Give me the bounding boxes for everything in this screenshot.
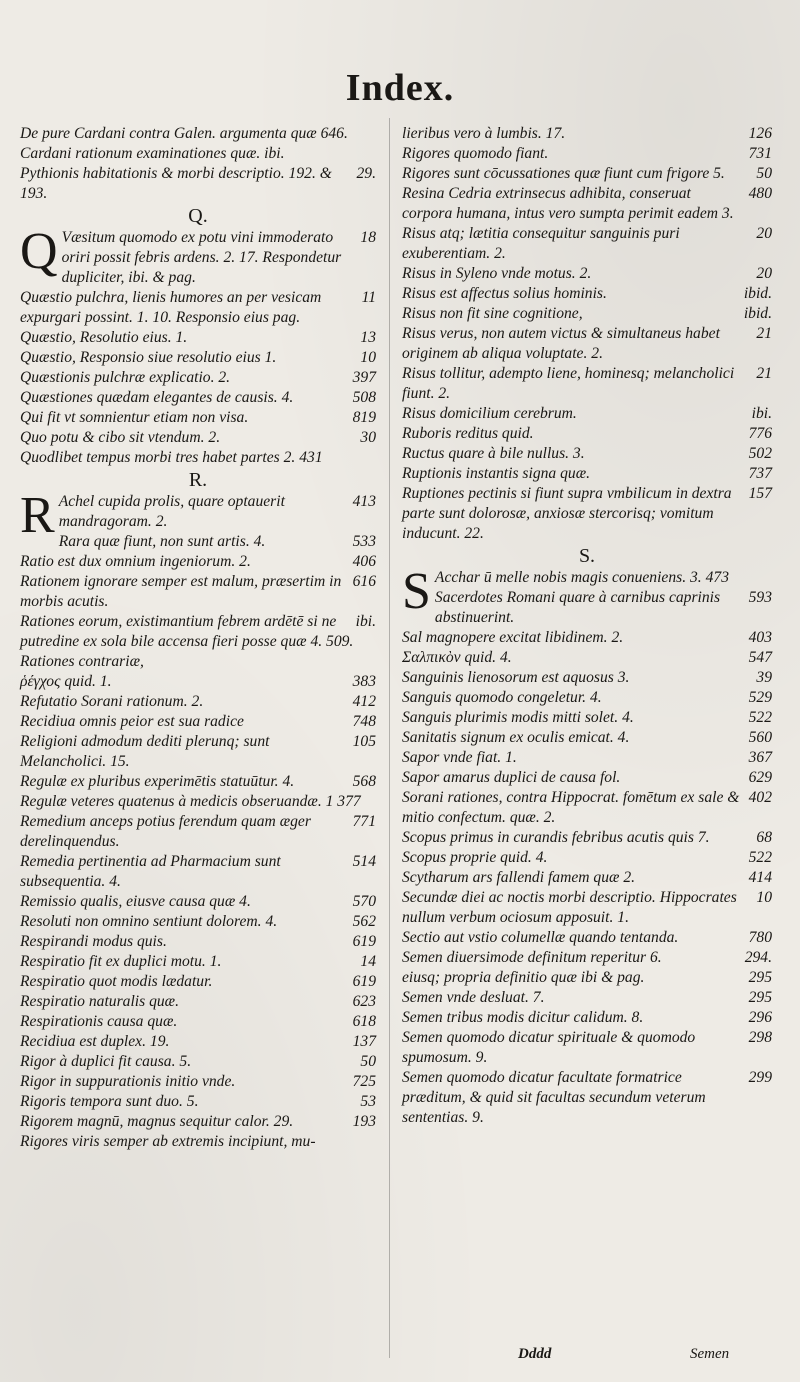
index-entry	[402, 648, 772, 668]
index-entry	[20, 972, 376, 992]
index-entry	[402, 144, 772, 164]
entry-text: Quodlibet tempus morbi tres habet partes 2. 431	[20, 449, 323, 466]
entry-page-number: 105	[352, 733, 376, 750]
index-entry	[402, 748, 772, 768]
index-entry	[402, 848, 772, 868]
entry-page-number: 619	[352, 933, 376, 950]
entry-text: De pure Cardani contra Galen. argumenta quæ 646. Cardani rationum examinationes quæ. ibi.	[20, 125, 348, 162]
index-entry	[20, 408, 376, 428]
entry-page-number: 53	[360, 1093, 376, 1110]
entry-text: Quæstio pulchra, lienis humores an per vesicam expurgari possint. 1. 10. Responsio eius pag.	[20, 289, 322, 326]
index-entry	[20, 348, 376, 368]
entry-text: Scopus primus in curandis febribus acutis quis 7.	[402, 829, 710, 846]
entry-page-number: ibid.	[743, 285, 772, 302]
entry-page-number: 10	[756, 889, 772, 906]
index-entry	[402, 788, 772, 828]
entry-page-number: 296	[748, 1009, 772, 1026]
entry-page-number: 294.	[744, 949, 772, 966]
index-entry	[20, 572, 376, 612]
entry-page-number: 11	[361, 289, 376, 306]
index-entry	[20, 368, 376, 388]
entry-text: Risus est affectus solius hominis.	[402, 285, 607, 302]
entry-text: Resina Cedria extrinsecus adhibita, conseruat corpora humana, intus vero sumpta perimit eadem 3.	[402, 185, 734, 222]
index-entry	[402, 868, 772, 888]
entry-page-number: 68	[756, 829, 772, 846]
entry-page-number: 414	[748, 869, 772, 886]
entry-page-number: 50	[756, 165, 772, 182]
index-entry	[20, 932, 376, 952]
entry-page-number: 10	[360, 349, 376, 366]
entry-text: Rigores quomodo fiant.	[402, 145, 549, 162]
entry-text: Qui fit vt somnientur etiam non visa.	[20, 409, 249, 426]
index-entry	[20, 124, 376, 164]
entry-page-number: 619	[352, 973, 376, 990]
entry-text: Quæstio, Responsio siue resolutio eius 1.	[20, 349, 277, 366]
index-entry	[20, 992, 376, 1012]
entry-page-number: 737	[748, 465, 772, 482]
entry-page-number: 383	[352, 673, 376, 690]
entry-text: Regulæ ex pluribus experimētis statuūtur. 4.	[20, 773, 295, 790]
section-letter-r: R.	[188, 469, 208, 491]
entry-page-number: 593	[748, 589, 772, 606]
index-entry	[402, 304, 772, 324]
index-entry	[402, 828, 772, 848]
entry-text: Quæstio, Resolutio eius. 1.	[20, 329, 188, 346]
index-entry	[20, 1072, 376, 1092]
entry-text: Recidiua omnis peior est sua radice	[20, 713, 244, 730]
entry-text: Semen diuersimode definitum reperitur 6.	[402, 949, 662, 966]
entry-page-number: 731	[748, 145, 772, 162]
entry-text: Sectio aut vstio columellæ quando tentanda.	[402, 929, 679, 946]
entry-text: eiusq; propria definitio quæ ibi & pag.	[402, 969, 645, 986]
entry-page-number: 14	[360, 953, 376, 970]
entry-page-number: 508	[352, 389, 376, 406]
entry-text: Rigoris tempora sunt duo. 5.	[20, 1093, 199, 1110]
index-entry	[402, 988, 772, 1008]
index-entry	[402, 264, 772, 284]
index-entry	[20, 772, 376, 792]
drop-capital: S	[402, 563, 431, 620]
entry-text: Risus in Syleno vnde motus. 2.	[402, 265, 592, 282]
entry-page-number: 295	[748, 969, 772, 986]
entry-text: Semen quomodo dicatur spirituale & quomodo spumosum. 9.	[402, 1029, 696, 1066]
entry-page-number: 819	[352, 409, 376, 426]
entry-page-number: 570	[352, 893, 376, 910]
entry-text: Respiratio naturalis quæ.	[20, 993, 179, 1010]
index-entry	[20, 912, 376, 932]
entry-page-number: 402	[748, 789, 772, 806]
entry-text: Ruptiones pectinis si fiunt supra vmbilicum in dextra parte sunt dolorosæ, anxiosæ stercorisq; vomitum inducunt. 22.	[402, 485, 732, 542]
entry-text: lieribus vero à lumbis. 17.	[402, 125, 566, 142]
entry-page-number: 50	[360, 1053, 376, 1070]
entry-text: Respiratio quot modis lædatur.	[20, 973, 213, 990]
entry-text: Sanitatis signum ex oculis emicat. 4.	[402, 729, 630, 746]
entry-text: Risus non fit sine cognitione,	[402, 305, 583, 322]
entry-page-number: 623	[352, 993, 376, 1010]
entry-page-number: ibi.	[751, 405, 772, 422]
index-entry	[402, 324, 772, 364]
index-entry	[20, 732, 376, 772]
entry-text: Ruptionis instantis signa quæ.	[402, 465, 591, 482]
entry-page-number: 18	[360, 229, 376, 246]
entry-text: Quæstionis pulchræ explicatio. 2.	[20, 369, 231, 386]
entry-text: Refutatio Sorani rationum. 2.	[20, 693, 204, 710]
entry-page-number: 295	[748, 989, 772, 1006]
index-entry	[20, 428, 376, 448]
entry-text: Rara quæ fiunt, non sunt artis. 4.	[58, 533, 266, 550]
catchword: Semen	[690, 1346, 730, 1362]
entry-page-number: 725	[352, 1073, 376, 1090]
left-column	[20, 124, 376, 1152]
entry-page-number: ibi.	[355, 613, 376, 630]
entry-text: Sapor amarus duplici de causa fol.	[402, 769, 621, 786]
entry-text: Risus domicilium cerebrum.	[402, 405, 577, 422]
index-entry	[20, 692, 376, 712]
index-entry	[20, 612, 376, 672]
index-entry	[20, 892, 376, 912]
index-entry	[20, 792, 376, 812]
entry-page-number: 29.	[356, 165, 376, 182]
index-entry	[402, 464, 772, 484]
entry-page-number: 126	[748, 125, 772, 142]
entry-text: Sacerdotes Romani quare à carnibus caprinis abstinuerint.	[434, 589, 721, 626]
index-entry	[402, 668, 772, 688]
entry-text: Ratio est dux omnium ingeniorum. 2.	[20, 553, 251, 570]
index-entry	[402, 688, 772, 708]
entry-page-number: 157	[748, 485, 772, 502]
index-entry	[20, 1112, 376, 1132]
entry-page-number: 502	[748, 445, 772, 462]
index-entry	[402, 484, 772, 544]
entry-text: Quo potu & cibo sit vtendum. 2.	[20, 429, 221, 446]
signature-mark: Dddd	[518, 1346, 552, 1362]
entry-text: Rigor in suppurationis initio vnde.	[20, 1073, 236, 1090]
index-entry	[402, 124, 772, 144]
index-entry	[402, 284, 772, 304]
entry-page-number: 299	[748, 1069, 772, 1086]
entry-page-number: 30	[360, 429, 376, 446]
entry-text: Scopus proprie quid. 4.	[402, 849, 548, 866]
entry-page-number: 21	[756, 325, 772, 342]
index-entry	[20, 1032, 376, 1052]
entry-text: Sanguis quomodo congeletur. 4.	[402, 689, 602, 706]
right-pre-entries	[402, 124, 772, 544]
index-entry	[20, 852, 376, 892]
index-entry	[402, 588, 772, 628]
index-entry	[20, 532, 376, 552]
entry-text: Resoluti non omnino sentiunt dolorem. 4.	[20, 913, 278, 930]
entry-page-number: 137	[352, 1033, 376, 1050]
index-entry	[20, 1052, 376, 1072]
entry-text: Remedium anceps potius ferendum quam æger derelinquendus.	[20, 813, 311, 850]
entry-text: Secundæ diei ac noctis morbi descriptio. Hippocrates nullum verbum ociosum apposuit. 1.	[402, 889, 737, 926]
entry-text: Rigores viris semper ab extremis incipiunt, mu-	[20, 1133, 316, 1150]
entry-page-number: 39	[756, 669, 772, 686]
index-entry	[20, 448, 376, 468]
entry-text: Rigor à duplici fit causa. 5.	[20, 1053, 192, 1070]
entry-page-number: 533	[352, 533, 376, 550]
entry-text: Sapor vnde fiat. 1.	[402, 749, 517, 766]
index-entry	[20, 672, 376, 692]
entry-text: Sanguis plurimis modis mitti solet. 4.	[402, 709, 634, 726]
entry-page-number: 413	[352, 493, 376, 510]
entry-page-number: 748	[352, 713, 376, 730]
entry-page-number: 21	[756, 365, 772, 382]
index-entry	[402, 728, 772, 748]
drop-capital: Q	[20, 223, 58, 280]
index-entry	[402, 184, 772, 224]
entry-text: Sal magnopere excitat libidinem. 2.	[402, 629, 624, 646]
right-column	[402, 124, 772, 1128]
entry-text: Semen vnde desluat. 7.	[402, 989, 545, 1006]
entry-text: Respiratio fit ex duplici motu. 1.	[20, 953, 222, 970]
entry-text: Recidiua est duplex. 19.	[20, 1033, 170, 1050]
entry-text: ῥέγχος quid. 1.	[20, 673, 112, 690]
index-entry	[402, 1068, 772, 1128]
index-entry	[402, 444, 772, 464]
entry-page-number: 560	[748, 729, 772, 746]
drop-capital: R	[20, 487, 55, 544]
index-entry	[402, 164, 772, 184]
index-entry	[402, 1008, 772, 1028]
entry-text: Sanguinis lienosorum est aquosus 3.	[402, 669, 630, 686]
entry-page-number: 529	[748, 689, 772, 706]
entry-text: Ructus quare à bile nullus. 3.	[402, 445, 585, 462]
index-entry	[402, 708, 772, 728]
index-entry	[402, 888, 772, 928]
entry-page-number: 20	[756, 225, 772, 242]
page-title: Index.	[345, 67, 455, 109]
index-entry	[402, 224, 772, 264]
entry-page-number: 522	[748, 849, 772, 866]
entry-page-number: 480	[748, 185, 772, 202]
entry-text: Achel cupida prolis, quare optauerit mandragoram. 2.	[58, 493, 285, 530]
index-entry	[402, 628, 772, 648]
entry-page-number: 522	[748, 709, 772, 726]
entry-page-number: 403	[748, 629, 772, 646]
entry-page-number: ibid.	[743, 305, 772, 322]
index-entry	[402, 928, 772, 948]
entry-text: Væsitum quomodo ex potu vini immoderato oriri possit febris ardens. 2. 17. Respondetur dupliciter, ibi. & pag.	[61, 229, 342, 286]
entry-text: Respirandi modus quis.	[20, 933, 167, 950]
entry-page-number: 618	[352, 1013, 376, 1030]
entry-text: Ruboris reditus quid.	[402, 425, 534, 442]
index-entry	[20, 812, 376, 852]
entry-text: Risus atq; lætitia consequitur sanguinis puri exuberentiam. 2.	[402, 225, 680, 262]
entry-page-number: 616	[352, 573, 376, 590]
entry-page-number: 20	[756, 265, 772, 282]
entry-text: Remedia pertinentia ad Pharmacium sunt subsequentia. 4.	[20, 853, 281, 890]
index-entry	[402, 968, 772, 988]
index-entry	[402, 404, 772, 424]
entry-text: Rationes eorum, existimantium febrem ardētē si ne putredine ex sola bile accensa fieri posse quæ 4. 509. Rationes contrariæ,	[20, 613, 354, 670]
entry-text: Rationem ignorare semper est malum, præsertim in morbis acutis.	[20, 573, 342, 610]
index-entry	[402, 768, 772, 788]
section-letter-s: S.	[578, 545, 596, 567]
entry-text: Semen quomodo dicatur facultate formatrice præditum, & quid sit facultas secundum veterum sententias. 9.	[402, 1069, 706, 1126]
section-s-entries	[402, 563, 772, 1128]
entry-text: Risus verus, non autem victus & simultaneus habet originem ab aliqua voluptate. 2.	[402, 325, 720, 362]
index-entry	[20, 164, 376, 204]
index-entry	[402, 948, 772, 968]
entry-text: Rigorem magnū, magnus sequitur calor. 29.	[20, 1113, 294, 1130]
index-entry	[20, 328, 376, 348]
section-q-entries	[20, 223, 376, 468]
entry-page-number: 397	[352, 369, 376, 386]
section-letter-q: Q.	[188, 205, 208, 227]
index-entry	[20, 1132, 376, 1152]
entry-text: Risus tollitur, adempto liene, hominesq; melancholici fiunt. 2.	[402, 365, 735, 402]
entry-page-number: 629	[748, 769, 772, 786]
entry-text: Quæstiones quædam elegantes de causis. 4.	[20, 389, 294, 406]
index-entry	[20, 388, 376, 408]
entry-text: Scytharum ars fallendi famem quæ 2.	[402, 869, 636, 886]
entry-page-number: 412	[352, 693, 376, 710]
entry-page-number: 13	[360, 329, 376, 346]
entry-text: Pythionis habitationis & morbi descriptio. 192. & 193.	[20, 165, 332, 202]
index-entry	[20, 1092, 376, 1112]
entry-text: Acchar ū melle nobis magis conueniens. 3. 473	[434, 569, 729, 586]
entry-page-number: 406	[352, 553, 376, 570]
column-divider	[389, 118, 390, 1358]
entry-page-number: 568	[352, 773, 376, 790]
entry-text: Semen tribus modis dicitur calidum. 8.	[402, 1009, 644, 1026]
index-entry	[402, 424, 772, 444]
entry-text: Σαλπικὸν quid. 4.	[402, 649, 512, 666]
entry-page-number: 298	[748, 1029, 772, 1046]
entry-page-number: 193	[352, 1113, 376, 1130]
index-entry	[20, 1012, 376, 1032]
section-r-entries	[20, 487, 376, 1152]
index-entry	[402, 364, 772, 404]
entry-page-number: 514	[352, 853, 376, 870]
entry-page-number: 547	[748, 649, 772, 666]
entry-page-number: 771	[352, 813, 376, 830]
index-entry	[20, 712, 376, 732]
entry-page-number: 367	[748, 749, 772, 766]
entry-text: Respirationis causa quæ.	[20, 1013, 178, 1030]
entry-page-number: 562	[352, 913, 376, 930]
entry-page-number: 776	[748, 425, 772, 442]
index-entry	[20, 552, 376, 572]
entry-text: Rigores sunt cōcussationes quæ fiunt cum frigore 5.	[402, 165, 725, 182]
index-entry	[402, 1028, 772, 1068]
index-entry	[20, 288, 376, 328]
entry-text: Remissio qualis, eiusve causa quæ 4.	[20, 893, 251, 910]
entry-text: Religioni admodum dediti plerunq; sunt Melancholici. 15.	[20, 733, 270, 770]
left-pre-entries	[20, 124, 376, 204]
index-entry	[20, 952, 376, 972]
entry-text: Sorani rationes, contra Hippocrat. fomētum ex sale & mitio confectum. quæ. 2.	[402, 789, 740, 826]
entry-text: Regulæ veteres quatenus à medicis obseruandæ. 1 377	[20, 793, 361, 810]
index-entry	[20, 223, 376, 288]
entry-page-number: 780	[748, 929, 772, 946]
